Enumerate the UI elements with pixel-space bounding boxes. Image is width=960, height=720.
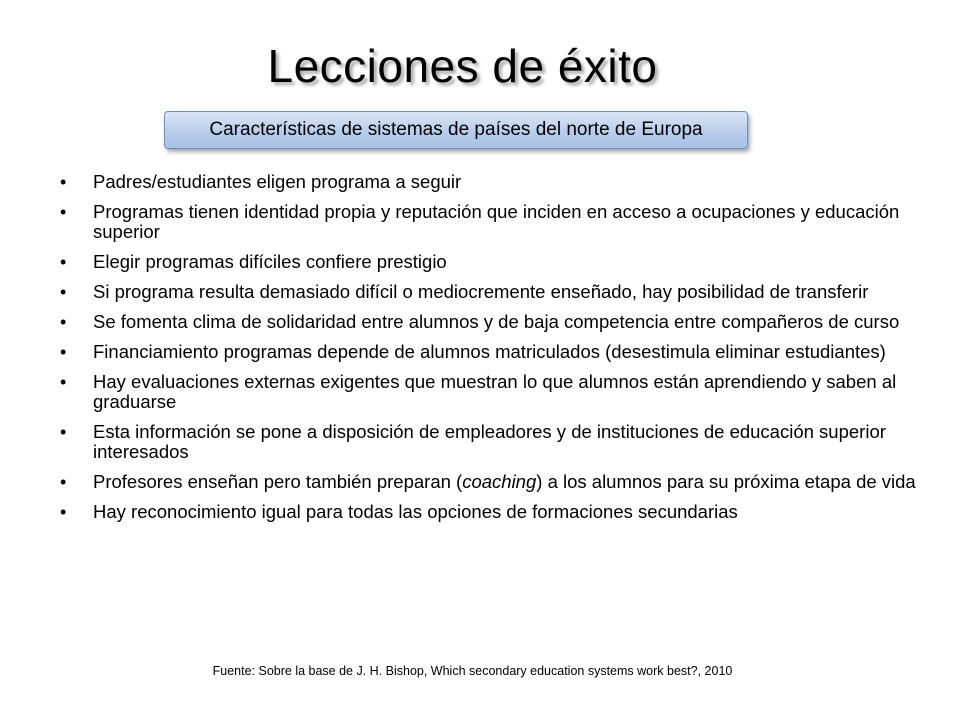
bullet-icon: • xyxy=(60,372,67,392)
subtitle-text: Características de sistemas de países del norte de Europa xyxy=(209,119,703,140)
bullet-item xyxy=(60,312,920,332)
bullet-text: Hay evaluaciones externas exigentes que muestran lo que alumnos están aprendiendo y saben al graduarse xyxy=(93,371,897,412)
bullet-text-after: ) a los alumnos para su próxima etapa de vida xyxy=(536,471,916,492)
bullet-icon: • xyxy=(60,422,67,442)
bullet-item xyxy=(60,342,920,362)
bullet-icon: • xyxy=(60,202,67,222)
bullet-item xyxy=(60,202,920,242)
bullet-text xyxy=(93,471,916,492)
bullet-item xyxy=(60,282,920,302)
subtitle-banner xyxy=(164,111,748,149)
source-citation: Fuente: Sobre la base de J. H. Bishop, Which secondary education systems work best?, 2010 xyxy=(212,664,733,678)
bullet-text: Padres/estudiantes eligen programa a seguir xyxy=(93,171,462,192)
bullet-text-before: Profesores enseñan pero también preparan ( xyxy=(93,471,463,492)
bullet-icon: • xyxy=(60,342,67,362)
bullet-text-emphasis: coaching xyxy=(462,471,537,492)
slide-title: Lecciones de éxito xyxy=(267,40,658,92)
bullet-item xyxy=(60,502,920,522)
bullet-text: Si programa resulta demasiado difícil o mediocremente enseñado, hay posibilidad de transferir xyxy=(93,281,869,302)
bullet-icon: • xyxy=(60,502,67,522)
bullet-icon: • xyxy=(60,172,67,192)
bullet-item xyxy=(60,252,920,272)
bullet-text: Esta información se pone a disposición de empleadores y de instituciones de educación superior interesados xyxy=(93,421,886,462)
bullet-icon: • xyxy=(60,252,67,272)
bullet-text: Hay reconocimiento igual para todas las opciones de formaciones secundarias xyxy=(93,501,738,522)
bullet-item xyxy=(60,472,920,492)
bullet-icon: • xyxy=(60,472,67,492)
bullet-item xyxy=(60,422,920,462)
bullet-item xyxy=(60,372,920,412)
bullet-text: Programas tienen identidad propia y reputación que inciden en acceso a ocupaciones y educación superior xyxy=(93,201,900,242)
bullet-text: Se fomenta clima de solidaridad entre alumnos y de baja competencia entre compañeros de curso xyxy=(93,311,900,332)
bullet-icon: • xyxy=(60,282,67,302)
bullet-list xyxy=(60,172,920,532)
bullet-icon: • xyxy=(60,312,67,332)
bullet-item xyxy=(60,172,920,192)
bullet-text: Elegir programas difíciles confiere prestigio xyxy=(93,251,447,272)
bullet-text: Financiamiento programas depende de alumnos matriculados (desestimula eliminar estudiantes) xyxy=(93,341,886,362)
